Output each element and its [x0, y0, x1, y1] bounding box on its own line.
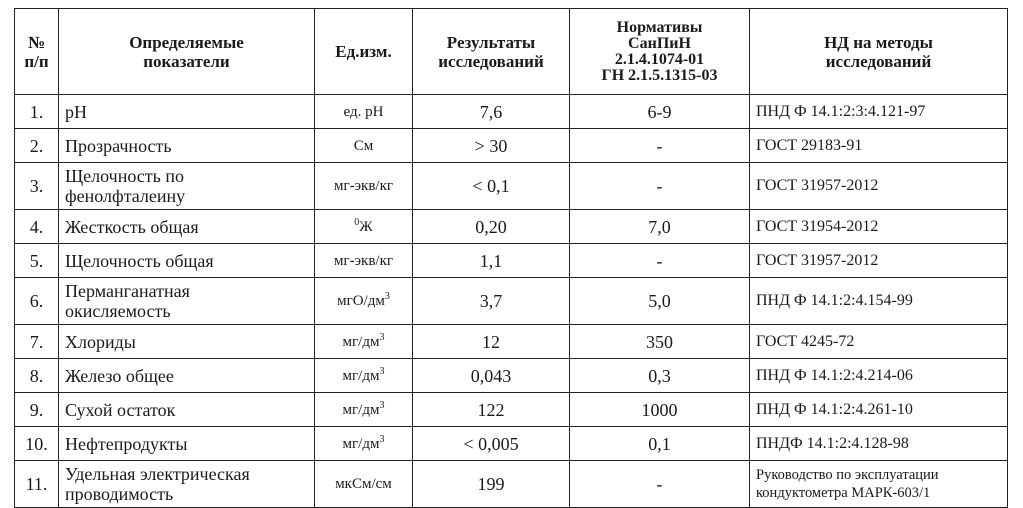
- col-header-method: [750, 9, 1008, 95]
- col-header-norm-line: ГН 2.1.5.1315-03: [601, 66, 718, 84]
- row-number-cell: [15, 244, 59, 278]
- method-cell: [750, 359, 1008, 393]
- result-value: 0,20: [475, 216, 507, 237]
- col-header-result-line: исследований: [438, 51, 544, 71]
- col-header-norm: [570, 9, 750, 95]
- result-cell: [413, 325, 570, 359]
- indicator-cell: [59, 278, 315, 325]
- indicator-name-line: Перманганатная: [65, 281, 190, 301]
- result-value: 7,6: [479, 101, 503, 122]
- unit-superscript: 3: [379, 399, 385, 411]
- method-line: ПНДФ 14.1:2:4.128-98: [756, 434, 909, 452]
- indicator-cell: [59, 359, 315, 393]
- unit-cell: [315, 461, 413, 508]
- table-row: [15, 244, 1008, 278]
- result-cell: [413, 244, 570, 278]
- indicator-name-line: проводимость: [65, 484, 174, 504]
- unit-text: мг-экв/кг: [333, 252, 394, 269]
- norm-value: 0,1: [648, 433, 671, 454]
- result-cell: [413, 278, 570, 325]
- result-value: < 0,005: [463, 433, 519, 454]
- row-number-cell: [15, 359, 59, 393]
- col-header-norm-line: 2.1.4.1074-01: [614, 50, 705, 68]
- unit-cell: [315, 393, 413, 427]
- col-header-indicator-line: показатели: [143, 51, 230, 71]
- unit-text: мг/дм: [342, 401, 380, 418]
- result-value: 0,043: [470, 365, 512, 386]
- row-number: 8.: [29, 365, 44, 386]
- unit-text: мг/дм: [342, 367, 380, 384]
- unit-cell: [315, 163, 413, 210]
- result-cell: [413, 427, 570, 461]
- table-row: [15, 393, 1008, 427]
- col-header-result: [413, 9, 570, 95]
- unit-text: мг-экв/кг: [333, 178, 394, 194]
- indicator-name-line: Удельная электрическая: [65, 464, 250, 484]
- method-cell: [750, 278, 1008, 325]
- result-cell: [413, 95, 570, 129]
- table-row: [15, 427, 1008, 461]
- indicator-name-line: Железо общее: [65, 365, 174, 386]
- method-line: ГОСТ 31957-2012: [756, 177, 879, 194]
- unit-superscript: 3: [384, 291, 390, 302]
- row-number: 7.: [29, 331, 44, 352]
- unit-superscript: 3: [379, 365, 385, 377]
- row-number: 4.: [29, 216, 44, 237]
- col-header-number-line: п/п: [24, 51, 49, 71]
- indicator-cell: [59, 163, 315, 210]
- norm-cell: [570, 325, 750, 359]
- row-number-cell: [15, 393, 59, 427]
- norm-value: 1000: [641, 399, 678, 420]
- result-value: < 0,1: [472, 176, 510, 196]
- table-row: [15, 461, 1008, 508]
- unit-cell: [315, 129, 413, 163]
- indicator-cell: [59, 325, 315, 359]
- unit-text: ед. pH: [343, 103, 384, 120]
- norm-value: 5,0: [648, 291, 671, 311]
- indicator-cell: [59, 129, 315, 163]
- method-cell: [750, 129, 1008, 163]
- indicator-name-line: Щелочность по: [65, 166, 184, 186]
- method-line: ГОСТ 31957-2012: [756, 251, 879, 269]
- col-header-norm-line: СанПиН: [628, 34, 691, 52]
- row-number: 11.: [25, 474, 48, 494]
- indicator-cell: [59, 95, 315, 129]
- table-header-row: [15, 9, 1008, 95]
- row-number: 3.: [29, 176, 44, 196]
- table-row: [15, 325, 1008, 359]
- result-value: 1,1: [479, 250, 503, 271]
- method-line: ГОСТ 29183-91: [756, 136, 863, 154]
- indicator-name-line: Жесткость общая: [65, 216, 199, 237]
- result-cell: [413, 461, 570, 508]
- method-cell: [750, 427, 1008, 461]
- method-line: ГОСТ 4245-72: [756, 332, 855, 350]
- unit-text: мг/дм: [342, 333, 380, 350]
- unit-prefix-superscript: 0: [354, 216, 360, 228]
- indicator-name-line: окисляемость: [65, 301, 171, 321]
- row-number-cell: [15, 325, 59, 359]
- row-number-cell: [15, 427, 59, 461]
- col-header-indicator-line: Определяемые: [129, 32, 244, 52]
- row-number-cell: [15, 278, 59, 325]
- indicator-cell: [59, 461, 315, 508]
- col-header-method-line: исследований: [825, 51, 932, 71]
- indicator-name-line: Нефтепродукты: [65, 433, 188, 454]
- result-value: 199: [477, 474, 505, 494]
- indicator-cell: [59, 210, 315, 244]
- norm-cell: [570, 461, 750, 508]
- indicator-cell: [59, 244, 315, 278]
- col-header-number-line: №: [27, 32, 46, 52]
- table-row: [15, 129, 1008, 163]
- unit-cell: [315, 325, 413, 359]
- norm-value: 7,0: [648, 216, 671, 237]
- method-line: ПНД Ф 14.1:2:3:4.121-97: [756, 102, 926, 120]
- table-row: [15, 210, 1008, 244]
- results-table: [14, 8, 1008, 508]
- norm-cell: [570, 210, 750, 244]
- norm-value: 6-9: [647, 101, 672, 122]
- result-value: > 30: [474, 135, 508, 156]
- norm-cell: [570, 427, 750, 461]
- indicator-name-line: Сухой остаток: [65, 399, 176, 420]
- unit-cell: [315, 427, 413, 461]
- unit-cell: [315, 244, 413, 278]
- col-header-result-line: Результаты: [446, 32, 536, 52]
- unit-cell: [315, 210, 413, 244]
- result-cell: [413, 163, 570, 210]
- method-cell: [750, 393, 1008, 427]
- table-row: [15, 163, 1008, 210]
- row-number: 6.: [29, 291, 44, 311]
- method-cell: [750, 210, 1008, 244]
- norm-cell: [570, 129, 750, 163]
- result-cell: [413, 210, 570, 244]
- norm-cell: [570, 278, 750, 325]
- indicator-cell: [59, 393, 315, 427]
- indicator-name-line: фенолфталеину: [65, 186, 186, 206]
- col-header-norm-line: Нормативы: [616, 18, 703, 36]
- result-cell: [413, 129, 570, 163]
- unit-superscript: 3: [379, 433, 385, 445]
- method-line: кондуктометра МАРК-603/1: [756, 485, 931, 501]
- method-cell: [750, 163, 1008, 210]
- row-number: 1.: [29, 101, 44, 122]
- method-cell: [750, 244, 1008, 278]
- row-number: 9.: [29, 399, 44, 420]
- indicator-name-line: Щелочность общая: [65, 250, 214, 271]
- method-cell: [750, 461, 1008, 508]
- unit-cell: [315, 278, 413, 325]
- norm-value: -: [656, 250, 663, 271]
- col-header-unit: Ед.изм.: [315, 9, 413, 95]
- method-line: Руководство по эксплуатации: [756, 467, 939, 483]
- result-cell: [413, 359, 570, 393]
- table-row: [15, 278, 1008, 325]
- method-line: ПНД Ф 14.1:2:4.261-10: [756, 400, 913, 418]
- row-number-cell: [15, 461, 59, 508]
- row-number-cell: [15, 210, 59, 244]
- result-value: 122: [477, 399, 505, 420]
- row-number-cell: [15, 163, 59, 210]
- method-line: ГОСТ 31954-2012: [756, 217, 879, 235]
- indicator-name-line: Прозрачность: [65, 135, 172, 156]
- norm-value: -: [656, 135, 663, 156]
- unit-text: См: [353, 137, 374, 154]
- norm-value: -: [656, 474, 663, 494]
- norm-cell: [570, 393, 750, 427]
- result-value: 12: [482, 331, 500, 352]
- unit-superscript: 3: [379, 331, 385, 343]
- method-cell: [750, 325, 1008, 359]
- indicator-name-line: pH: [65, 101, 87, 122]
- unit-cell: [315, 95, 413, 129]
- norm-cell: [570, 359, 750, 393]
- row-number-cell: [15, 129, 59, 163]
- indicator-name-line: Хлориды: [65, 331, 136, 352]
- norm-value: 350: [646, 331, 673, 352]
- norm-value: 0,3: [648, 365, 671, 386]
- result-cell: [413, 393, 570, 427]
- method-line: ПНД Ф 14.1:2:4.154-99: [756, 292, 913, 309]
- norm-cell: [570, 95, 750, 129]
- col-header-number: [15, 9, 59, 95]
- unit-text: Ж: [359, 218, 373, 235]
- row-number: 5.: [29, 250, 44, 271]
- method-line: ПНД Ф 14.1:2:4.214-06: [756, 366, 913, 384]
- table-body: [15, 95, 1008, 508]
- row-number-cell: [15, 95, 59, 129]
- col-header-method-line: НД на методы: [824, 32, 933, 52]
- table-row: [15, 359, 1008, 393]
- unit-text: мгО/дм: [337, 293, 385, 309]
- norm-cell: [570, 244, 750, 278]
- row-number: 10.: [25, 433, 48, 454]
- col-header-indicator: [59, 9, 315, 95]
- norm-cell: [570, 163, 750, 210]
- unit-cell: [315, 359, 413, 393]
- row-number: 2.: [29, 135, 44, 156]
- norm-value: -: [656, 176, 663, 196]
- table-row: [15, 95, 1008, 129]
- indicator-cell: [59, 427, 315, 461]
- unit-text: мкСм/см: [335, 476, 392, 492]
- unit-text: мг/дм: [342, 435, 380, 452]
- result-value: 3,7: [479, 291, 503, 311]
- method-cell: [750, 95, 1008, 129]
